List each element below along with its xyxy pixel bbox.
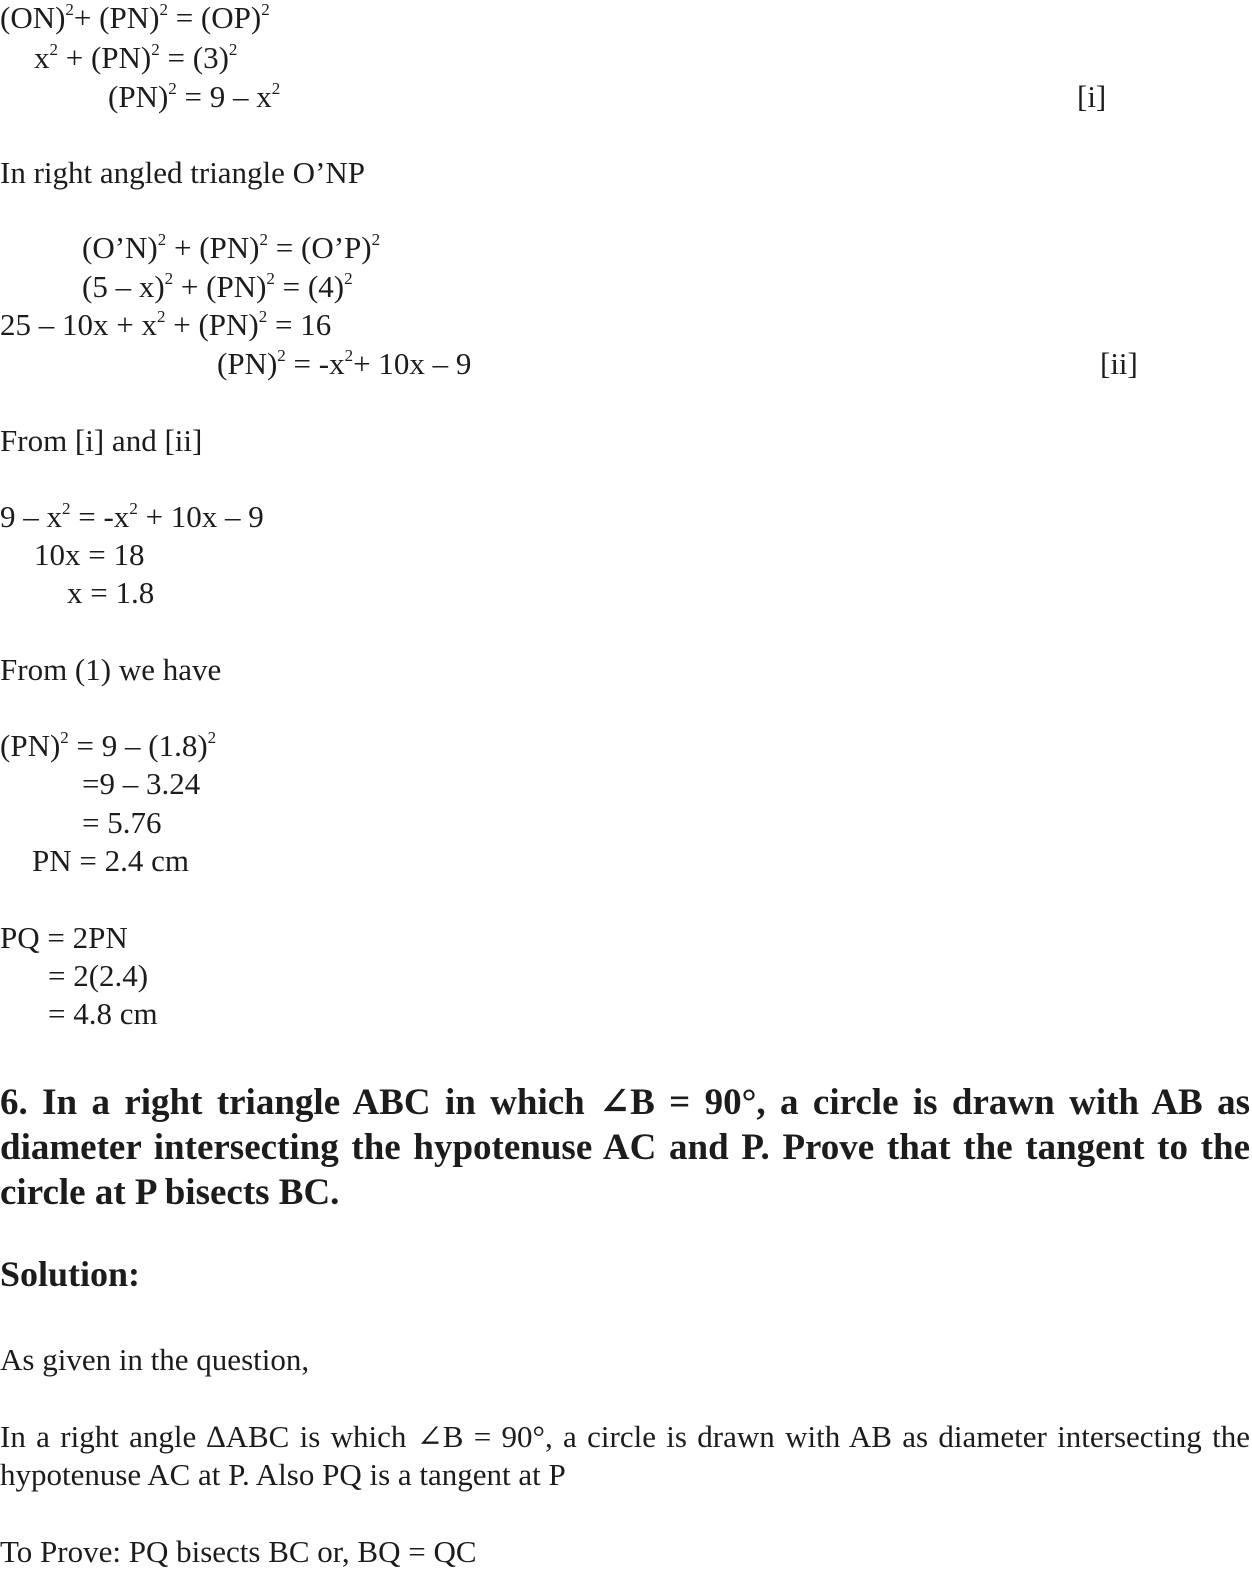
eq-mid-line-2: $(5 - x)^2 + (PN)^2 = (4)^2$ [82,269,353,304]
eq-mid-line-3: $25 - 10x + x^2 + (PN)^2 = 16$ [0,307,332,342]
solve-x-line-3: x = 1.8 [67,575,155,610]
solve-x-line-1: $9 - x^2 = -x^2 + 10x - 9$ [0,499,264,534]
pn-calc-line-3: = 5.76 [82,805,162,840]
pq-calc-line-1: PQ = 2PN [0,920,128,955]
given-intro: As given in the question, [0,1342,310,1377]
solution-heading: Solution: [0,1254,141,1294]
triangle-intro: In right angled triangle O’NP [0,155,366,190]
eq-top-line-3: $(PN)^2 = 9 - x^2$ [108,79,281,114]
question-6: 6. In a right triangle ABC in which ∠B = 90°, a circle is drawn with AB as diameter intersecting the hypotenuse AC and P. Prove that the tangent to the circle at P bisects BC. [0,1082,1250,1213]
solve-x-line-2: 10x = 18 [34,537,145,572]
from-i-and-ii: From [i] and [ii] [0,423,203,458]
eq-top-line-1: (ON)$^2$+ (PN)$^2$ = (OP)$^2$ [0,0,270,35]
eq-top-line-2: $x^2 + (PN)^2 = (3)^2$ [34,40,238,75]
eq-mid-line-1: (O’N)$^2$ + (PN)$^2$ = (O’P)$^2$ [82,230,381,265]
equation-tag-ii: [ii] [1100,346,1138,381]
eq-mid-line-4: $(PN)^2 = -x^2+ 10x - 9$ [217,346,472,381]
pq-calc-line-3: = 4.8 cm [48,996,158,1031]
pq-calc-line-2: = 2(2.4) [48,958,149,993]
pn-calc-line-4: PN = 2.4 cm [32,843,189,878]
given-text: In a right angle ∆ABC is which ∠B = 90°, a circle is drawn with AB as diameter intersecting the hypotenuse AC at P. Also PQ is a tangent at P [0,1419,1250,1492]
pn-calc-line-2: =9 – 3.24 [82,766,201,801]
to-prove: To Prove: PQ bisects BC or, BQ = QC [0,1534,477,1569]
from-1-we-have: From (1) we have [0,652,222,687]
pn-calc-line-1: $(PN)^2 = 9 - (1.8)^2$ [0,728,217,763]
equation-tag-i: [i] [1077,79,1107,114]
